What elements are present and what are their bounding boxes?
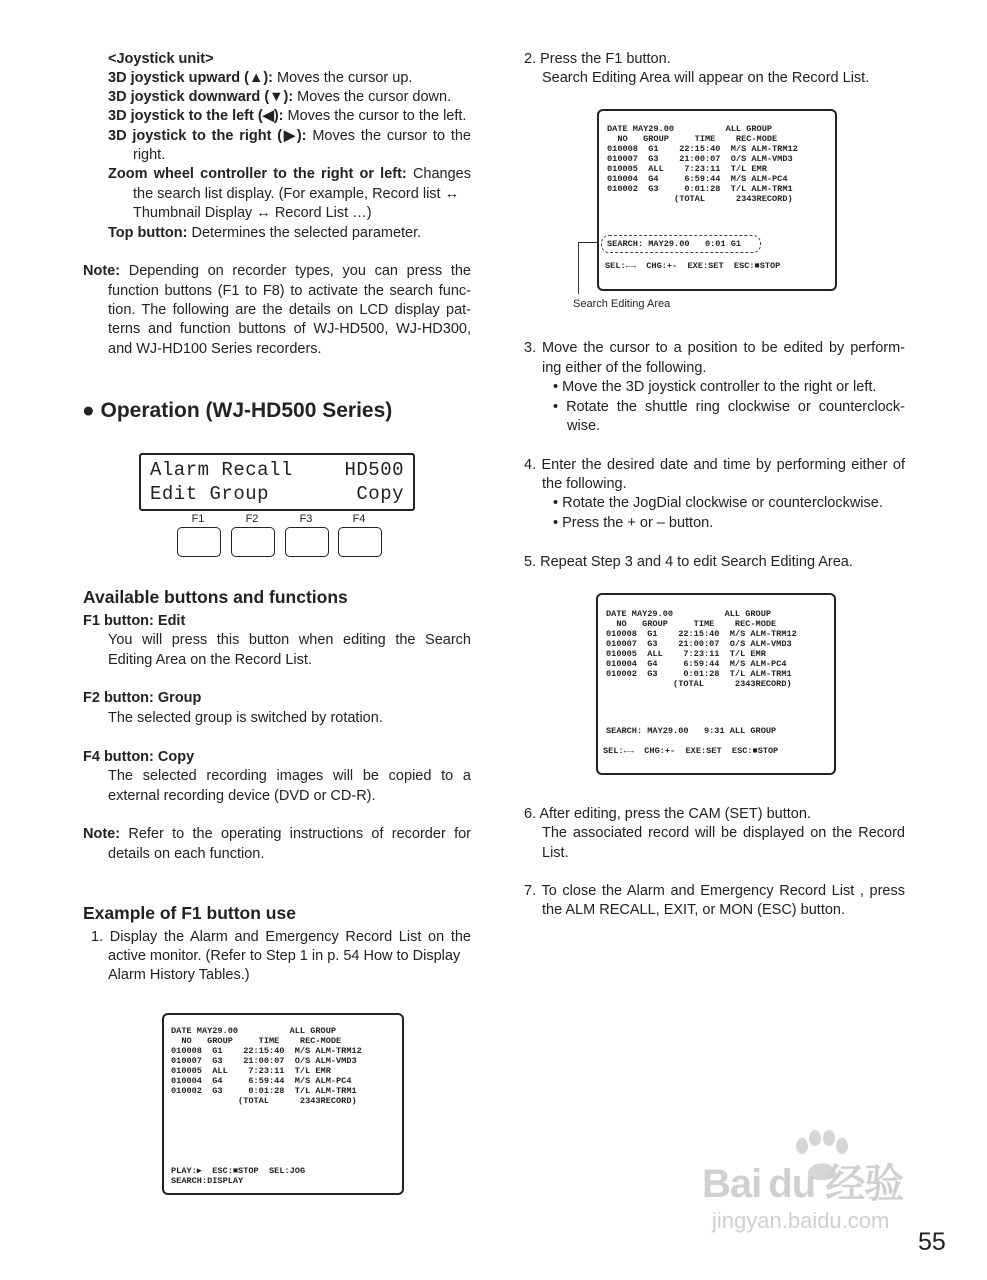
joystick-down: 3D joystick downward (▼): Moves the cursor down. xyxy=(108,89,452,105)
step7-line2: the ALM RECALL, EXIT, or MON (ESC) button. xyxy=(542,902,845,918)
step1-line2: active monitor. (Refer to Step 1 in p. 54 How to Display xyxy=(108,948,461,964)
f4-heading: F4 button: Copy xyxy=(83,749,195,765)
monitor-b-search: SEARCH: MAY29.00 0:01 G1 xyxy=(607,239,742,249)
joystick-heading: <Joystick unit> xyxy=(108,51,214,67)
step4-line2: the following. xyxy=(542,476,627,492)
step1-line1: 1. Display the Alarm and Emergency Record List on the xyxy=(91,929,471,945)
search-editing-callout: Search Editing Area xyxy=(573,298,671,310)
f3-key xyxy=(285,527,329,557)
monitor-record-list xyxy=(162,1013,404,1195)
f4-key xyxy=(338,527,382,557)
zoom-wheel-cont1: the search list display. (For example, Record list ↔ xyxy=(133,186,460,202)
joystick-right: 3D joystick to the right (▶): Moves the cursor to the xyxy=(108,128,471,144)
step6-line1: 6. After editing, press the CAM (SET) button. xyxy=(524,806,811,822)
note1-line3: tion. The following are the details on LCD display pat- xyxy=(108,302,471,318)
record-list-table: DATE MAY29.00 ALL GROUP NO GROUP TIME REC-MODE 010008 G1 22:15:40 M/S ALM-TRM12 010007 G3 21:00:07 O/S ALM-VMD3 010005 ALL 7:23:11 T/L EMR 010004 G4 6:59:44 M/S ALM-PC4 010002 G3 0:01:28 T/L ALM-TRM1 (TOTAL 2343RECORD) xyxy=(171,1026,362,1106)
step2-line1: 2. Press the F1 button. xyxy=(524,51,671,67)
step1-line3: Alarm History Tables.) xyxy=(108,967,250,983)
note2-line2: details on each function. xyxy=(108,846,265,862)
step7-line1: 7. To close the Alarm and Emergency Record List , press xyxy=(524,883,905,899)
zoom-wheel: Zoom wheel controller to the right or left: Changes xyxy=(108,166,471,182)
lcd-row1-left: Alarm Recall xyxy=(150,459,293,481)
step3-bullet1: • Move the 3D joystick controller to the right or left. xyxy=(553,379,877,395)
step4-bullet1: • Rotate the JogDial clockwise or counterclockwise. xyxy=(553,495,883,511)
note1-line1: Note: Depending on recorder types, you can press the xyxy=(83,263,471,279)
note1-line5: and WJ-HD100 Series recorders. xyxy=(108,341,322,357)
f2-label: F2 xyxy=(245,513,259,525)
f4-label: F4 xyxy=(352,513,366,525)
record-list-table-c: DATE MAY29.00 ALL GROUP NO GROUP TIME REC-MODE 010008 G1 22:15:40 M/S ALM-TRM12 010007 G3 21:00:07 O/S ALM-VMD3 010005 ALL 7:23:11 T/L EMR 010004 G4 6:59:44 M/S ALM-PC4 010002 G3 0:01:28 T/L ALM-TRM1 (TOTAL 2343RECORD) xyxy=(606,609,797,689)
step6-line3: List. xyxy=(542,845,569,861)
f4-desc2: external recording device (DVD or CD-R). xyxy=(108,788,376,804)
f1-desc1: You will press this button when editing the Search xyxy=(108,632,471,648)
f2-heading: F2 button: Group xyxy=(83,690,202,706)
monitor-a-controls: PLAY:▶ ESC:■STOP SEL:JOG xyxy=(171,1166,306,1176)
callout-line-v xyxy=(578,242,579,294)
lcd-row2-right: Copy xyxy=(356,483,404,505)
f1-label: F1 xyxy=(191,513,205,525)
joystick-left: 3D joystick to the left (◀): Moves the cursor to the left. xyxy=(108,108,467,124)
note1-line4: terns and function buttons of WJ-HD500, WJ-HD300, xyxy=(108,321,471,337)
callout-line-h xyxy=(578,242,598,243)
lcd-display xyxy=(139,453,415,511)
zoom-wheel-cont2: Thumbnail Display ↔ Record List …) xyxy=(133,205,372,221)
page-number: 55 xyxy=(918,1228,946,1256)
f4-desc1: The selected recording images will be copied to a xyxy=(108,768,471,784)
example-heading: Example of F1 button use xyxy=(83,903,296,923)
monitor-b-controls: SEL:←→ CHG:+- EXE:SET ESC:■STOP xyxy=(605,261,781,271)
monitor-edited xyxy=(596,593,836,775)
step3-line1: 3. Move the cursor to a position to be edited by perform- xyxy=(524,340,905,356)
f1-heading: F1 button: Edit xyxy=(83,613,186,629)
step3-bullet2: • Rotate the shuttle ring clockwise or counterclock- xyxy=(553,399,905,415)
step4-line1: 4. Enter the desired date and time by performing either of xyxy=(524,457,905,473)
note1-line2: function buttons (F1 to F8) to activate the search func- xyxy=(108,283,471,299)
f2-key xyxy=(231,527,275,557)
f2-desc1: The selected group is switched by rotation. xyxy=(108,710,383,726)
joystick-right-cont: right. xyxy=(133,147,166,163)
lcd-row1-right: HD500 xyxy=(344,459,404,481)
available-heading: Available buttons and functions xyxy=(83,587,348,607)
lcd-row2-left: Edit Group xyxy=(150,483,270,505)
monitor-a-search: SEARCH:DISPLAY xyxy=(171,1176,244,1186)
f1-desc2: Editing Area on the Record List. xyxy=(108,652,312,668)
step6-line2: The associated record will be displayed on the Record xyxy=(542,825,905,841)
monitor-search-editing xyxy=(597,109,837,291)
watermark-url: jingyan.baidu.com xyxy=(712,1208,890,1233)
step2-line2: Search Editing Area will appear on the Record List. xyxy=(542,70,870,86)
f1-key xyxy=(177,527,221,557)
f3-label: F3 xyxy=(299,513,313,525)
joystick-up: 3D joystick upward (▲): Moves the cursor up. xyxy=(108,70,413,86)
monitor-c-controls: SEL:←→ CHG:+- EXE:SET ESC:■STOP xyxy=(603,746,779,756)
note2-line1: Note: Refer to the operating instructions of recorder for xyxy=(83,826,471,842)
step3-bullet2-cont: wise. xyxy=(567,418,601,434)
step4-bullet2: • Press the + or – button. xyxy=(553,515,714,531)
step3-line2: ing either of the following. xyxy=(542,360,707,376)
operation-heading: ● Operation (WJ-HD500 Series) xyxy=(82,399,393,422)
monitor-c-search: SEARCH: MAY29.00 9:31 ALL GROUP xyxy=(606,726,777,736)
watermark-brand: Bai du 经验 xyxy=(702,1162,904,1206)
record-list-table-b: DATE MAY29.00 ALL GROUP NO GROUP TIME REC-MODE 010008 G1 22:15:40 M/S ALM-TRM12 010007 G3 21:00:07 O/S ALM-VMD3 010005 ALL 7:23:11 T/L EMR 010004 G4 6:59:44 M/S ALM-PC4 010002 G3 0:01:28 T/L ALM-TRM1 (TOTAL 2343RECORD) xyxy=(607,124,798,204)
step5-line1: 5. Repeat Step 3 and 4 to edit Search Editing Area. xyxy=(524,554,853,570)
top-button: Top button: Determines the selected parameter. xyxy=(108,225,422,241)
